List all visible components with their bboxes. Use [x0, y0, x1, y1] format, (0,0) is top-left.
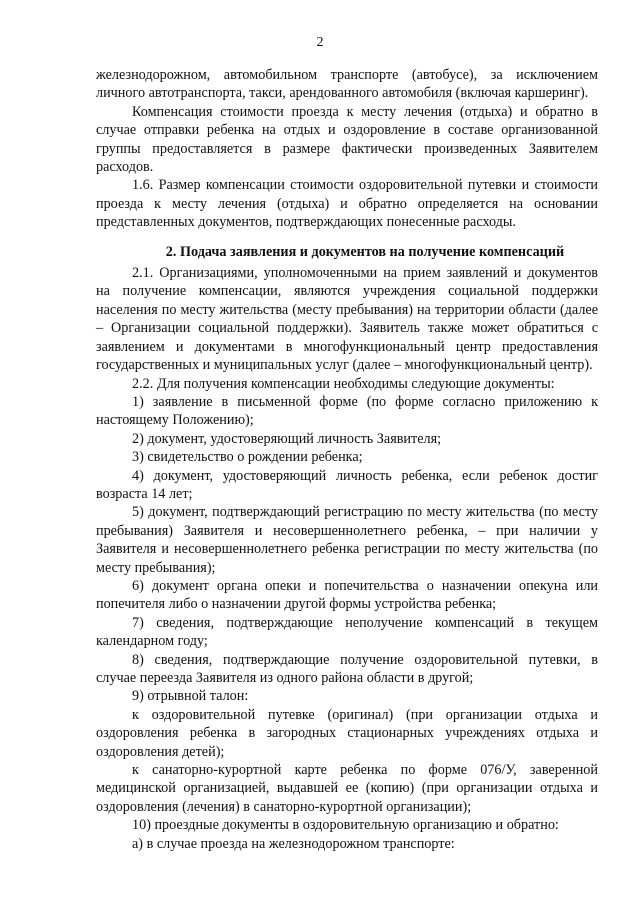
paragraph-2-2: 2.2. Для получения компенсации необходимы следующие документы: — [132, 375, 555, 392]
section-heading: 2. Подача заявления и документов на получение компенсаций — [165, 243, 565, 260]
list-subitem: а) в случае проезда на железнодорожном транспорте: — [132, 835, 455, 852]
list-item: 6) документ органа опеки и попечительства о назначении опекуна или попечителя либо о назначении другой формы устройства ребенка; — [96, 577, 598, 613]
list-subitem: к оздоровительной путевке (оригинал) (при организации отдыха и оздоровления ребенка в загородных стационарных учреждениях отдыха и оздоровления детей); — [96, 706, 598, 760]
paragraph-continuation: железнодорожном, автомобильном транспорте (автобусе), за исключением личного автотранспорта, такси, арендованного автомобиля (включая каршеринг). — [96, 67, 598, 102]
paragraph-travel-compensation: Компенсация стоимости проезда к месту лечения (отдыха) и обратно в случае отправки ребенка на отдых и оздоровление в составе организованной группы предоставляется в размере фактически произведенных Заявителем расходов. — [96, 103, 598, 176]
paragraph-2-1: 2.1. Организациями, уполномоченными на прием заявлений и документов на получение компенсации, являются учреждения социальной поддержки населения по месту жительства (месту пребывания) на территории области (далее – Организации социальной поддержки). Заявитель также может обратиться с заявлением и документами в многофункциональный центр предоставления государственных и муниципальных услуг (далее – многофункциональный центр). — [96, 265, 598, 374]
list-item: 8) сведения, подтверждающие получение оздоровительной путевки, в случае переезда Заявителя из одного района области в другой; — [96, 651, 598, 686]
list-item: 10) проездные документы в оздоровительную организацию и обратно: — [132, 817, 559, 834]
list-item: 4) документ, удостоверяющий личность ребенка, если ребенок достиг возраста 14 лет; — [96, 467, 598, 502]
list-item: 3) свидетельство о рождении ребенка; — [132, 449, 363, 466]
paragraph-1-6: 1.6. Размер компенсации стоимости оздоровительной путевки и стоимости проезда к месту лечения (отдыха) и обратно определяется на основании представленных документов, подтверждающих понесенные расходы. — [96, 177, 598, 231]
list-item: 9) отрывной талон: — [132, 688, 249, 705]
list-subitem: к санаторно-курортной карте ребенка по форме 076/У, заверенной медицинской организацией, выдавшей ее (копию) (при организации отдыха и оздоровления (лечения) в санаторно-курортной организации); — [96, 762, 598, 815]
list-item: 1) заявление в письменной форме (по форме согласно приложению к настоящему Положению); — [96, 393, 598, 429]
document-body — [96, 66, 598, 853]
list-item: 2) документ, удостоверяющий личность Заявителя; — [132, 430, 442, 447]
list-item: 7) сведения, подтверждающие неполучение компенсаций в текущем календарном году; — [96, 614, 598, 650]
page-number: 2 — [316, 35, 324, 50]
list-item: 5) документ, подтверждающий регистрацию по месту жительства (по месту пребывания) Заявителя и несовершеннолетнего ребенка, – при наличии у Заявителя и несовершеннолетнего ребенка регистрации по месту жительства (по месту пребывания); — [96, 504, 598, 576]
